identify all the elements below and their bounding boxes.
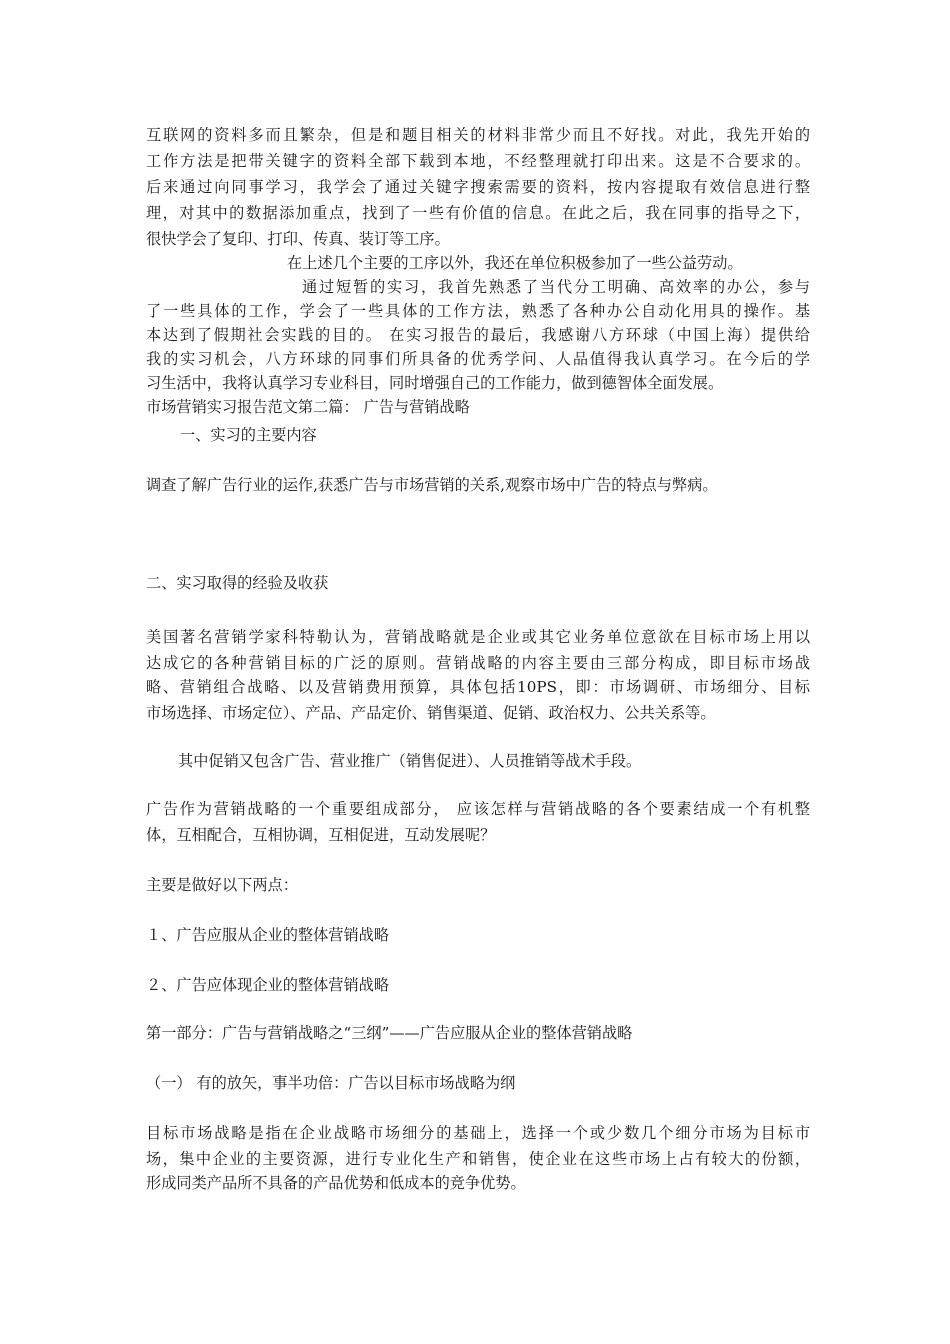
paragraph-line: 主要是做好以下两点：: [146, 876, 298, 894]
paragraph-line: 本达到了假期社会实践的目的。 在实习报告的最后，我感谢八方环球（中国上海）提供给: [146, 326, 810, 344]
paragraph-line: 我的实习机会，八方环球的同事们所具备的优秀学问、人品值得我认真学习。在今后的学: [146, 350, 810, 368]
paragraph-line: 理，对其中的数据添加重点，找到了一些有价值的信息。在此之后，我在同事的指导之下，: [146, 204, 810, 222]
paragraph-line: 调查了解广告行业的运作,获悉广告与市场营销的关系,观察市场中广告的特点与弊病。: [146, 476, 718, 494]
section-heading: 二、实习取得的经验及收获: [146, 574, 329, 592]
paragraph-line: 通过短暂的实习，我首先熟悉了当代分工明确、高效率的办公，参与: [302, 278, 810, 296]
paragraph-line: 体，互相配合，互相协调，互相促进，互动发展呢？: [146, 826, 496, 844]
paragraph-line: 美国著名营销学家科特勒认为，营销战略就是企业或其它业务单位意欲在目标市场上用以: [146, 628, 810, 646]
article-title: 市场营销实习报告范文第二篇： 广告与营销战略: [146, 398, 470, 416]
paragraph-line: 互联网的资料多而且繁杂，但是和题目相关的材料非常少而且不好找。对此，我先开始的: [146, 126, 810, 144]
paragraph-line: 后来通过向同事学习，我学会了通过关键字搜索需要的资料，按内容提取有效信息进行整: [146, 178, 810, 196]
list-item: ２、广告应体现企业的整体营销战略: [146, 976, 389, 994]
paragraph-line: 了一些具体的工作，学会了一些具体的工作方法，熟悉了各种办公自动化用具的操作。基: [146, 302, 810, 320]
paragraph-line: 其中促销又包含广告、营业推广（销售促进）、人员推销等战术手段。: [178, 752, 642, 770]
paragraph-line: 形成同类产品所不具备的产品优势和低成本的竞争优势。: [146, 1174, 526, 1192]
paragraph-line: 工作方法是把带关键字的资料全部下载到本地，不经整理就打印出来。这是不合要求的。: [146, 152, 810, 170]
paragraph-line: 很快学会了复印、打印、传真、装订等工序。: [146, 230, 450, 248]
paragraph-line: 场，集中企业的主要资源，进行专业化生产和销售，使企业在这些市场上占有较大的份额，: [146, 1150, 810, 1168]
paragraph-line: 略、营销组合战略、以及营销费用预算，具体包括10PS，即：市场调研、市场细分、目标: [146, 678, 810, 696]
list-item: １、广告应服从企业的整体营销战略: [146, 926, 389, 944]
paragraph-line: 广告作为营销战略的一个重要组成部分， 应该怎样与营销战略的各个要素结成一个有机整: [146, 800, 810, 818]
part-heading: 第一部分：广告与营销战略之“三纲”——广告应服从企业的整体营销战略: [146, 1024, 633, 1042]
paragraph-line: 达成它的各种营销目标的广泛的原则。营销战略的内容主要由三部分构成，即目标市场战: [146, 654, 810, 672]
paragraph-line: 目标市场战略是指在企业战略市场细分的基础上，选择一个或少数几个细分市场为目标市: [146, 1124, 810, 1142]
section-heading: 一、实习的主要内容: [180, 426, 317, 444]
subsection-heading: （一） 有的放矢，事半功倍：广告以目标市场战略为纲: [146, 1074, 516, 1092]
paragraph-line: 市场选择、市场定位）、产品、产品定价、销售渠道、促销、政治权力、公共关系等。: [146, 704, 716, 722]
paragraph-line: 在上述几个主要的工序以外，我还在单位积极参加了一些公益劳动。: [287, 254, 743, 272]
paragraph-line: 习生活中，我将认真学习专业科目，同时增强自己的工作能力，做到德智体全面发展。: [146, 374, 724, 392]
